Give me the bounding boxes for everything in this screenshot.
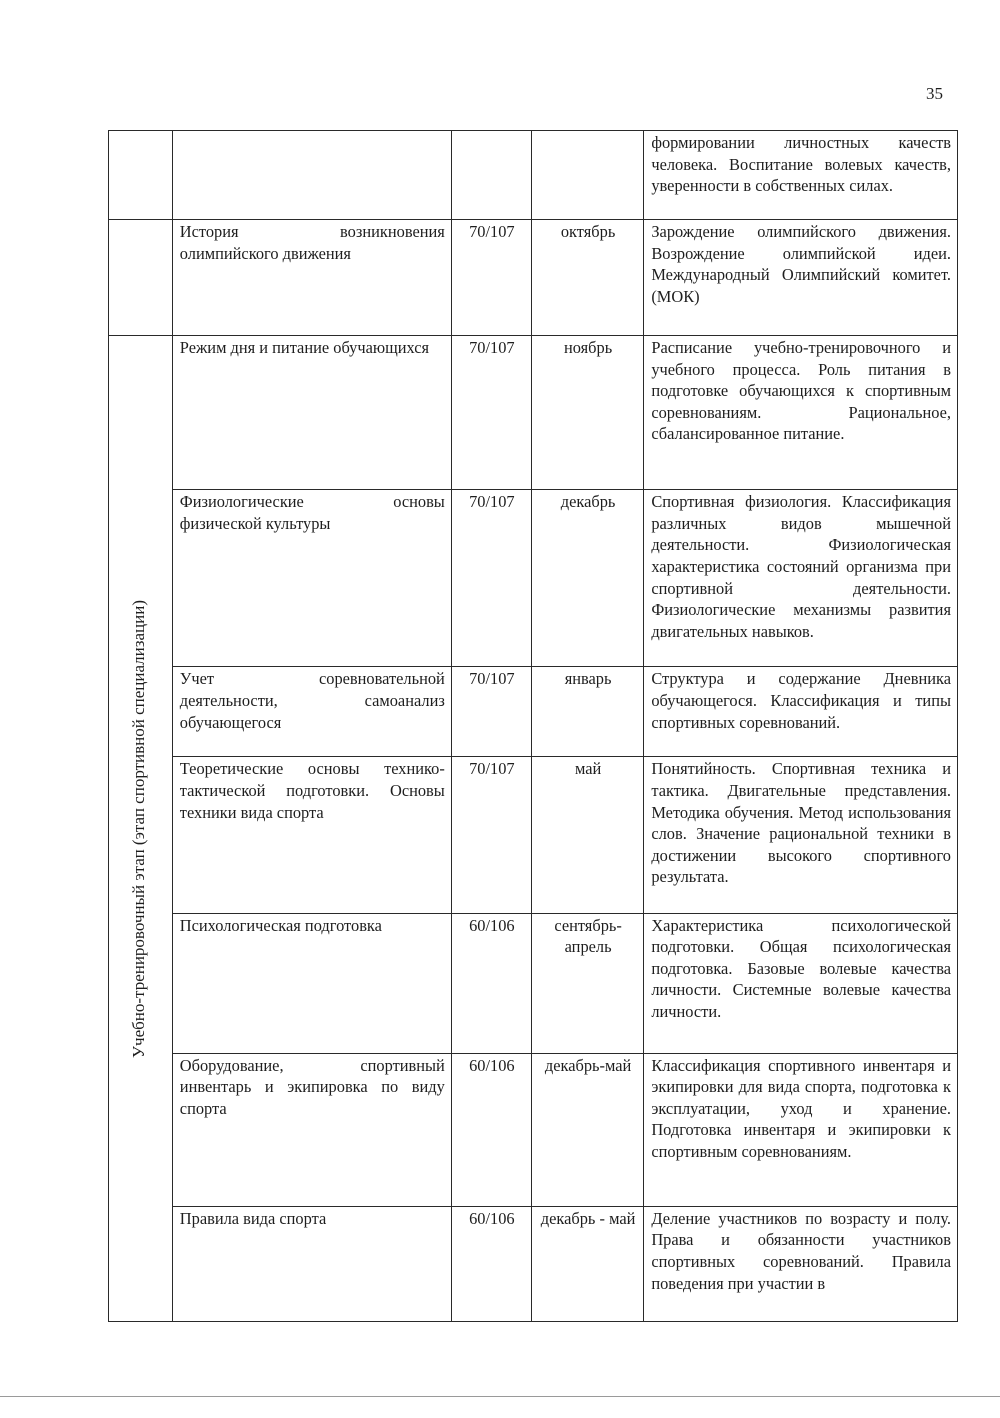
page-bottom-edge xyxy=(0,1396,1000,1397)
stage-label: Учебно-тренировочный этап (этап спортивной специализации) xyxy=(128,599,148,1058)
hours-cell: 70/107 xyxy=(451,757,531,913)
description-cell: Понятийность. Спортивная техника и тактика. Двигательные представления. Методика обучения. Метод использования слов. Значение рациональной техники в достижении высокого спортивного результата. xyxy=(644,757,958,913)
description-cell: Расписание учебно-тренировочного и учебного процесса. Роль питания в подготовке обучающихся к спортивным соревнованиям. Рациональное, сбалансированное питание. xyxy=(644,336,958,490)
hours-cell: 60/106 xyxy=(451,1053,531,1206)
table-row xyxy=(109,490,958,667)
hours-cell: 70/107 xyxy=(451,336,531,490)
month-cell: декабрь xyxy=(531,490,643,667)
topic-cell: Учет соревновательной деятельности, самоанализ обучающегося xyxy=(172,667,451,757)
month-cell: декабрь - май xyxy=(531,1206,643,1321)
month-cell: декабрь-май xyxy=(531,1053,643,1206)
month-cell xyxy=(531,131,643,220)
topic-cell: История возникновения олимпийского движения xyxy=(172,220,451,336)
topic-cell: Физиологические основы физической культуры xyxy=(172,490,451,667)
topic-cell: Психологическая подготовка xyxy=(172,913,451,1053)
page-number: 35 xyxy=(926,84,943,103)
description-cell: формировании личностных качеств человека. Воспитание волевых качеств, уверенности в собственных силах. xyxy=(644,131,958,220)
table-row xyxy=(109,131,958,220)
stage-cell-top xyxy=(109,131,173,220)
hours-cell: 60/106 xyxy=(451,1206,531,1321)
table-row xyxy=(109,667,958,757)
hours-cell: 70/107 xyxy=(451,490,531,667)
topic-cell: Режим дня и питание обучающихся xyxy=(172,336,451,490)
description-cell: Деление участников по возрасту и полу. Права и обязанности участников спортивных соревнований. Правила поведения при участии в xyxy=(644,1206,958,1321)
table-row xyxy=(109,220,958,336)
topic-cell: Правила вида спорта xyxy=(172,1206,451,1321)
description-cell: Зарождение олимпийского движения. Возрождение олимпийской идеи. Международный Олимпийский комитет. (МОК) xyxy=(644,220,958,336)
topic-cell: Теоретические основы технико-тактической подготовки. Основы техники вида спорта xyxy=(172,757,451,913)
month-cell: ноябрь xyxy=(531,336,643,490)
description-cell: Структура и содержание Дневника обучающегося. Классификация и типы спортивных соревнований. xyxy=(644,667,958,757)
table-row xyxy=(109,336,958,490)
table-row xyxy=(109,1053,958,1206)
topic-cell xyxy=(172,131,451,220)
table-row xyxy=(109,1206,958,1321)
table-row xyxy=(109,757,958,913)
description-cell: Спортивная физиология. Классификация различных видов мышечной деятельности. Физиологическая характеристика состояний организма при спортивной деятельности. Физиологические механизмы развития двигательных навыков. xyxy=(644,490,958,667)
month-cell: май xyxy=(531,757,643,913)
description-cell: Характеристика психологической подготовки. Общая психологическая подготовка. Базовые волевые качества личности. Системные волевые качества личности. xyxy=(644,913,958,1053)
hours-cell: 60/106 xyxy=(451,913,531,1053)
hours-cell: 70/107 xyxy=(451,667,531,757)
stage-cell-top xyxy=(109,220,173,336)
month-cell: январь xyxy=(531,667,643,757)
hours-cell: 70/107 xyxy=(451,220,531,336)
topic-cell: Оборудование, спортивный инвентарь и экипировка по виду спорта xyxy=(172,1053,451,1206)
month-cell: октябрь xyxy=(531,220,643,336)
program-table xyxy=(108,130,958,1322)
stage-cell xyxy=(109,336,173,1322)
table-row xyxy=(109,913,958,1053)
hours-cell xyxy=(451,131,531,220)
description-cell: Классификация спортивного инвентаря и экипировки для вида спорта, подготовка к эксплуатации, уход и хранение. Подготовка инвентаря и экипировки к спортивным соревнованиям. xyxy=(644,1053,958,1206)
month-cell: сентябрь-апрель xyxy=(531,913,643,1053)
